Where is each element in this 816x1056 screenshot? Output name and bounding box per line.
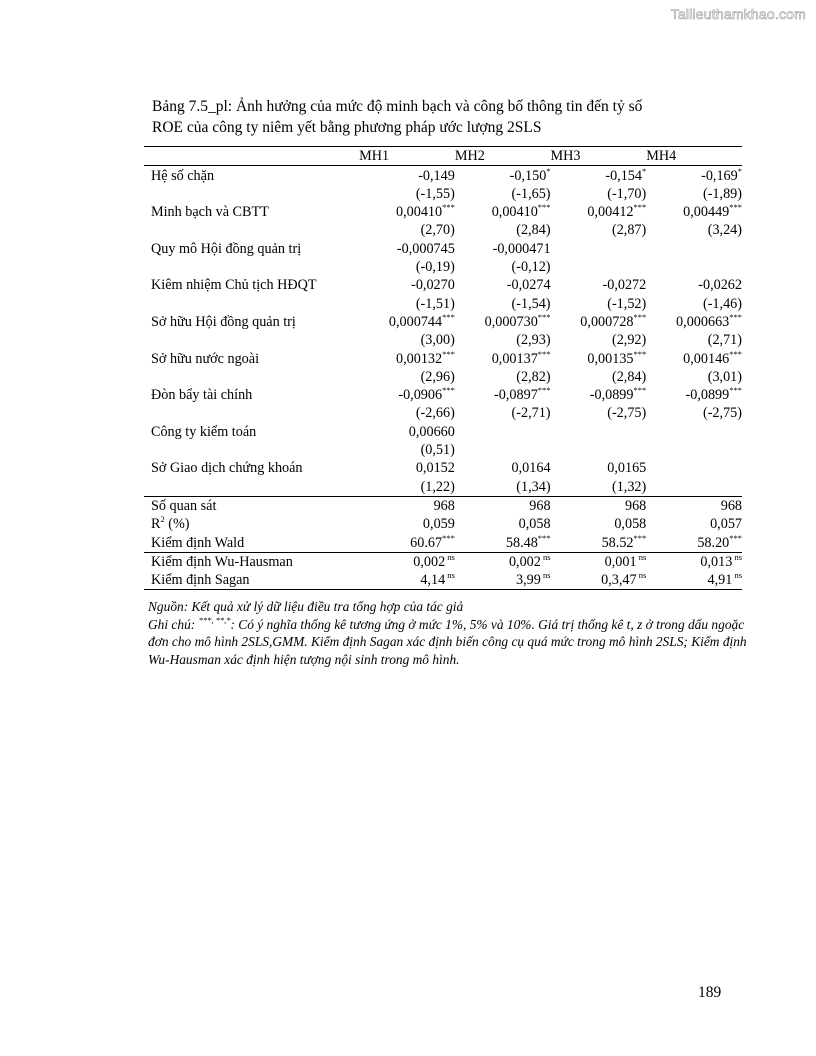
cell-value: 0,00410 [491, 204, 538, 221]
cell-value: (0,51) [420, 442, 455, 459]
significance-marker: *** [442, 311, 455, 322]
table-row [144, 552, 742, 571]
table-row [144, 368, 742, 386]
table-cell [551, 515, 647, 533]
table-cell [551, 533, 647, 552]
cell-value: 968 [720, 497, 742, 514]
cell-value: (-1,65) [511, 185, 551, 202]
significance-marker: ns [732, 570, 742, 581]
cell-value: 4,14 [420, 572, 446, 589]
significance-marker: * [642, 165, 647, 176]
row-label [144, 313, 359, 331]
cell-value: 58.20 [697, 534, 730, 551]
significance-marker: *** [729, 311, 742, 322]
table-cell [359, 166, 455, 185]
table-cell [455, 386, 551, 404]
table-cell [455, 294, 551, 312]
cell-value: (2,70) [420, 222, 455, 239]
table-cell [359, 571, 455, 590]
significance-marker: *** [442, 348, 455, 359]
table-cell [551, 404, 647, 422]
row-label [144, 404, 359, 422]
row-label-text: Sở hữu nước ngoài [151, 350, 260, 367]
row-label [144, 294, 359, 312]
row-label-suffix: (%) [164, 516, 190, 533]
table-cell [551, 477, 647, 496]
table-cell [551, 239, 647, 257]
source-note: Nguồn: Kết quả xử lý dữ liệu điều tra tổng hợp của tác giả [148, 599, 464, 614]
row-label [144, 349, 359, 367]
row-label-text: Số quan sát [151, 497, 217, 514]
table-row [144, 477, 742, 496]
header-label-cell [144, 147, 359, 166]
cell-value: 0,00412 [587, 204, 634, 221]
cell-value: (2,96) [420, 368, 455, 385]
cell-value: (3,00) [420, 332, 455, 349]
cell-value: -0,000745 [396, 240, 455, 257]
cell-value: (-0,12) [511, 259, 551, 276]
table-cell [455, 571, 551, 590]
row-label [144, 368, 359, 386]
cell-value: -0,0274 [506, 277, 551, 294]
table-row [144, 386, 742, 404]
table-cell [455, 203, 551, 221]
cell-value: -0,149 [418, 167, 455, 184]
cell-value: 968 [529, 497, 551, 514]
table-cell [359, 422, 455, 440]
row-label [144, 571, 359, 590]
row-label [144, 441, 359, 459]
header-mh4: MH4 [646, 147, 742, 166]
cell-value: (3,01) [707, 368, 742, 385]
significance-marker: ns [636, 570, 647, 581]
table-cell [551, 571, 647, 590]
table-cell [455, 166, 551, 185]
cell-value: 0,000730 [484, 313, 538, 330]
row-label [144, 515, 359, 533]
table-cell [551, 459, 647, 477]
cell-value: (2,84) [516, 222, 551, 239]
table-cell [551, 496, 647, 515]
table-cell [359, 386, 455, 404]
significance-marker: ns [540, 570, 551, 581]
cell-value: (-1,46) [702, 295, 742, 312]
table-cell [646, 496, 742, 515]
table-row [144, 496, 742, 515]
table-row [144, 422, 742, 440]
row-label-text: Sở hữu Hội đồng quản trị [151, 313, 296, 330]
table-cell [646, 294, 742, 312]
table-cell [359, 313, 455, 331]
significance-marker: *** [633, 348, 647, 359]
significance-marker: *** [729, 532, 742, 543]
table-cell [646, 185, 742, 203]
table-cell [455, 258, 551, 276]
note-stars: ***, **,* [198, 614, 231, 625]
row-label [144, 276, 359, 294]
significance-marker: *** [537, 202, 551, 213]
significance-marker: *** [633, 532, 647, 543]
table-cell [551, 276, 647, 294]
cell-value: 0,00410 [395, 204, 443, 221]
table-cell [646, 349, 742, 367]
row-label-superscript: 2 [160, 514, 165, 525]
row-label-text: Kiểm định Wald [151, 534, 245, 551]
table-cell [359, 258, 455, 276]
table-cell [646, 477, 742, 496]
table-cell [646, 515, 742, 533]
cell-value: 0,058 [614, 516, 647, 533]
row-label-text: Minh bạch và CBTT [151, 204, 269, 221]
significance-marker: *** [442, 532, 455, 543]
significance-marker: ns [445, 570, 455, 581]
table-body [144, 166, 742, 590]
cell-value: 0,057 [710, 516, 742, 533]
table-cell [455, 313, 551, 331]
table-cell [551, 552, 647, 571]
cell-value: 58.48 [505, 534, 538, 551]
cell-value: -0,0899 [685, 387, 730, 404]
cell-value: 0,002 [413, 553, 446, 570]
cell-value: 58.52 [601, 534, 634, 551]
table-cell [551, 313, 647, 331]
table-row [144, 331, 742, 349]
table-cell [551, 349, 647, 367]
cell-value: 0,00449 [683, 204, 730, 221]
table-cell [646, 166, 742, 185]
table-cell [646, 203, 742, 221]
row-label [144, 203, 359, 221]
table-caption [152, 96, 752, 138]
header-mh1: MH1 [359, 147, 455, 166]
table-cell [455, 239, 551, 257]
cell-value: (-1,51) [415, 295, 455, 312]
significance-marker: *** [633, 311, 647, 322]
table-row [144, 571, 742, 590]
table-cell [646, 276, 742, 294]
cell-value: 0,000728 [580, 313, 634, 330]
row-label-text: Quy mô Hội đồng quản trị [151, 240, 302, 257]
significance-marker: *** [633, 202, 647, 213]
table-cell [359, 276, 455, 294]
table-cell [359, 459, 455, 477]
cell-value: 0,00660 [408, 423, 455, 440]
header-row [144, 147, 742, 166]
cell-value: -0,0906 [398, 387, 443, 404]
note-body: : Có ý nghĩa thống kê tương ứng ở mức 1%, 5% và 10%. Giá trị thống kê t, z ở trong dấu ngoặc đơn cho mô hình 2SLS,GMM. Kiểm định Sagan xác định biến công cụ quá mức trong mô hình 2SLS; Kiểm định Wu-Hausman xác định hiện tượng nội sinh trong mô hình. [148, 616, 747, 667]
table-cell [646, 221, 742, 239]
table-row [144, 276, 742, 294]
significance-marker: *** [537, 385, 551, 396]
table-cell [455, 422, 551, 440]
table-cell [551, 203, 647, 221]
cell-value: 60.67 [410, 534, 443, 551]
cell-value: -0,154 [605, 167, 642, 184]
significance-note [148, 616, 748, 669]
table-row [144, 533, 742, 552]
row-label-text: R [151, 516, 161, 533]
significance-marker: ns [540, 551, 551, 562]
cell-value: (-0,19) [415, 259, 455, 276]
row-label [144, 496, 359, 515]
cell-value: (2,71) [707, 332, 742, 349]
row-label-text: Công ty kiểm toán [151, 423, 257, 440]
cell-value: 0,0152 [415, 460, 455, 477]
cell-value: 0,059 [422, 516, 455, 533]
header-mh2: MH2 [455, 147, 551, 166]
row-label-text: Hệ số chặn [151, 167, 215, 184]
table-row [144, 185, 742, 203]
table-notes [148, 598, 748, 668]
table-cell [646, 386, 742, 404]
significance-marker: *** [729, 348, 742, 359]
table-cell [551, 221, 647, 239]
cell-value: 4,91 [707, 572, 733, 589]
table-cell [359, 552, 455, 571]
cell-value: -0,000471 [492, 240, 551, 257]
table-cell [359, 515, 455, 533]
cell-value: (1,34) [516, 478, 551, 495]
cell-value: -0,0897 [494, 387, 538, 404]
table-row [144, 313, 742, 331]
table-row [144, 203, 742, 221]
table-cell [646, 239, 742, 257]
table-cell [359, 221, 455, 239]
table-row [144, 459, 742, 477]
table-row [144, 441, 742, 459]
table-cell [646, 404, 742, 422]
cell-value: (2,92) [611, 332, 647, 349]
cell-value: (2,82) [516, 368, 551, 385]
significance-marker: *** [537, 311, 551, 322]
row-label-text: Kiểm định Wu-Hausman [151, 553, 293, 570]
table-cell [646, 552, 742, 571]
cell-value: 0,058 [518, 516, 551, 533]
table-cell [455, 331, 551, 349]
cell-value: 0,013 [700, 553, 733, 570]
table-cell [455, 185, 551, 203]
table-cell [455, 368, 551, 386]
table-row [144, 404, 742, 422]
table-row [144, 239, 742, 257]
row-label [144, 331, 359, 349]
table-row [144, 349, 742, 367]
row-label-text: Sở Giao dịch chứng khoán [151, 460, 303, 477]
cell-value: (-1,70) [607, 185, 647, 202]
significance-marker: *** [729, 202, 742, 213]
row-label [144, 239, 359, 257]
table-cell [551, 331, 647, 349]
cell-value: (-2,75) [702, 405, 742, 422]
table-cell [359, 349, 455, 367]
cell-value: (3,24) [707, 222, 742, 239]
cell-value: 0,00137 [491, 350, 538, 367]
significance-marker: * [546, 165, 551, 176]
table-cell [551, 441, 647, 459]
cell-value: (2,87) [611, 222, 647, 239]
caption-line-1: Bảng 7.5_pl: Ảnh hưởng của mức độ minh bạch và công bố thông tin đến tỷ số [152, 98, 643, 115]
table-cell [455, 276, 551, 294]
row-label [144, 258, 359, 276]
table-cell [455, 496, 551, 515]
cell-value: -0,0899 [589, 387, 634, 404]
table-cell [359, 533, 455, 552]
row-label [144, 221, 359, 239]
significance-marker: *** [729, 385, 742, 396]
cell-value: (1,22) [420, 478, 455, 495]
significance-marker: ns [445, 551, 455, 562]
cell-value: (-1,55) [415, 185, 455, 202]
row-label-text: Kiêm nhiệm Chủ tịch HĐQT [151, 277, 317, 294]
table-cell [646, 422, 742, 440]
cell-value: 0,3,47 [601, 572, 637, 589]
cell-value: (2,84) [611, 368, 647, 385]
cell-value: 968 [433, 497, 455, 514]
table-row [144, 166, 742, 185]
cell-value: -0,150 [509, 167, 547, 184]
table-cell [551, 185, 647, 203]
significance-marker: *** [633, 385, 647, 396]
row-label [144, 477, 359, 496]
table-cell [551, 166, 647, 185]
table-cell [359, 441, 455, 459]
significance-marker: *** [537, 348, 551, 359]
table-cell [646, 571, 742, 590]
table-cell [551, 258, 647, 276]
table-cell [455, 404, 551, 422]
cell-value: -0,0270 [411, 277, 455, 294]
table-cell [551, 368, 647, 386]
row-label [144, 533, 359, 552]
row-label [144, 552, 359, 571]
watermark: Tailieuthamkhao.com [670, 6, 806, 22]
table-cell [359, 477, 455, 496]
cell-value: (-2,66) [415, 405, 455, 422]
table-cell [359, 496, 455, 515]
cell-value: (1,32) [611, 478, 647, 495]
table-row [144, 294, 742, 312]
significance-marker: *** [442, 385, 455, 396]
cell-value: -0,0272 [602, 277, 647, 294]
row-label-text: Kiểm định Sagan [151, 572, 250, 589]
row-label [144, 166, 359, 185]
cell-value: 0,001 [604, 553, 637, 570]
page-number: 189 [698, 984, 722, 1001]
significance-marker: ns [732, 551, 742, 562]
table-cell [646, 313, 742, 331]
table-cell [646, 441, 742, 459]
table-cell [455, 349, 551, 367]
row-label [144, 185, 359, 203]
table-cell [455, 441, 551, 459]
cell-value: 0,0164 [511, 460, 551, 477]
cell-value: -0,0262 [698, 277, 742, 294]
table-cell [646, 368, 742, 386]
cell-value: 0,00135 [587, 350, 634, 367]
row-label [144, 422, 359, 440]
header-mh3: MH3 [551, 147, 647, 166]
cell-value: (-1,52) [607, 295, 647, 312]
table-cell [455, 221, 551, 239]
table-cell [359, 185, 455, 203]
table-cell [455, 533, 551, 552]
significance-marker: * [737, 165, 742, 176]
table-cell [551, 294, 647, 312]
significance-marker: *** [537, 532, 551, 543]
caption-line-2: ROE của công ty niêm yết bằng phương pháp ước lượng 2SLS [152, 119, 542, 136]
significance-marker: ns [636, 551, 647, 562]
table-row [144, 221, 742, 239]
table-cell [455, 477, 551, 496]
table-cell [455, 459, 551, 477]
regression-table [144, 146, 742, 590]
table-cell [359, 404, 455, 422]
cell-value: 0,002 [508, 553, 541, 570]
cell-value: 0,000663 [676, 313, 730, 330]
cell-value: (-1,54) [511, 295, 551, 312]
cell-value: 3,99 [516, 572, 541, 589]
table-row [144, 258, 742, 276]
row-label [144, 459, 359, 477]
cell-value: (2,93) [516, 332, 551, 349]
cell-value: (-2,75) [607, 405, 647, 422]
cell-value: (-2,71) [511, 405, 551, 422]
cell-value: -0,169 [701, 167, 738, 184]
cell-value: 0,000744 [388, 313, 443, 330]
table-cell [551, 386, 647, 404]
table-cell [455, 552, 551, 571]
cell-value: 968 [624, 497, 647, 514]
table-cell [359, 203, 455, 221]
row-label-text: Đòn bẩy tài chính [151, 387, 253, 404]
significance-marker: *** [442, 202, 455, 213]
row-label [144, 386, 359, 404]
table-cell [359, 368, 455, 386]
table-cell [359, 331, 455, 349]
table-cell [359, 294, 455, 312]
cell-value: 0,00146 [683, 350, 730, 367]
table-cell [551, 422, 647, 440]
cell-value: 0,00132 [395, 350, 443, 367]
table-cell [646, 331, 742, 349]
table-cell [646, 258, 742, 276]
table-row [144, 515, 742, 533]
note-prefix: Ghi chú: [148, 616, 199, 632]
table-cell [646, 459, 742, 477]
cell-value: (-1,89) [702, 185, 742, 202]
cell-value: 0,0165 [607, 460, 647, 477]
table-cell [359, 239, 455, 257]
table-cell [455, 515, 551, 533]
table-cell [646, 533, 742, 552]
